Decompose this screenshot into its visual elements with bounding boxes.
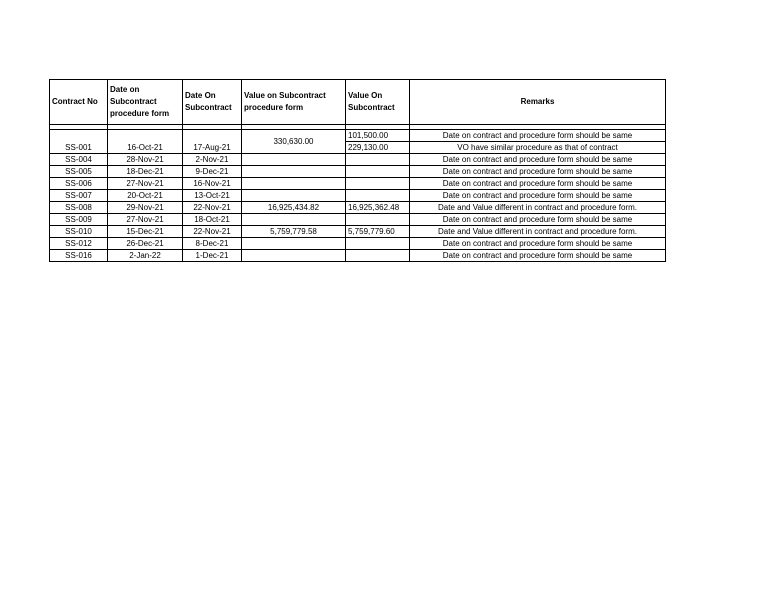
table-row	[50, 214, 666, 226]
cell-date-subcontract[interactable]: 2-Nov-21	[183, 154, 242, 166]
cell-date-procedure[interactable]: 27-Nov-21	[108, 178, 183, 190]
cell-value-subcontract[interactable]: 229,130.00	[346, 142, 410, 154]
cell-remarks[interactable]: Date on contract and procedure form should be same	[410, 250, 666, 262]
header-remarks[interactable]: Remarks	[410, 80, 666, 125]
spreadsheet	[49, 79, 666, 262]
header-value-procedure[interactable]: Value on Subcontract procedure form	[242, 80, 346, 125]
cell-remarks[interactable]: Date and Value different in contract and procedure form.	[410, 226, 666, 238]
cell-contract-no[interactable]: SS-004	[50, 154, 108, 166]
table-row	[50, 166, 666, 178]
cell-value-subcontract[interactable]: 5,759,779.60	[346, 226, 410, 238]
cell-date-subcontract[interactable]: 22-Nov-21	[183, 202, 242, 214]
cell-value-subcontract[interactable]: 101,500.00	[346, 130, 410, 142]
cell-contract-no[interactable]: SS-016	[50, 250, 108, 262]
cell-value-subcontract[interactable]: 16,925,362.48	[346, 202, 410, 214]
cell-value-procedure[interactable]	[242, 154, 346, 166]
cell-contract-no[interactable]: SS-007	[50, 190, 108, 202]
cell-contract-no[interactable]: SS-005	[50, 166, 108, 178]
cell-value-procedure[interactable]: 5,759,779.58	[242, 226, 346, 238]
cell-remarks[interactable]: Date on contract and procedure form should be same	[410, 238, 666, 250]
cell-date-subcontract[interactable]: 9-Dec-21	[183, 166, 242, 178]
cell-value-subcontract[interactable]	[346, 214, 410, 226]
cell-value-procedure[interactable]	[242, 214, 346, 226]
cell-remarks[interactable]: Date and Value different in contract and procedure form.	[410, 202, 666, 214]
table-row	[50, 226, 666, 238]
table-row	[50, 250, 666, 262]
table-row	[50, 202, 666, 214]
cell-value-subcontract[interactable]	[346, 238, 410, 250]
cell-value-procedure[interactable]	[242, 166, 346, 178]
header-row	[50, 80, 666, 125]
cell-date-subcontract[interactable]: 13-Oct-21	[183, 190, 242, 202]
cell-date-procedure[interactable]: 16-Oct-21	[108, 130, 183, 154]
cell-date-procedure[interactable]: 18-Dec-21	[108, 166, 183, 178]
cell-contract-no[interactable]: SS-009	[50, 214, 108, 226]
cell-remarks[interactable]: Date on contract and procedure form should be same	[410, 154, 666, 166]
cell-value-subcontract[interactable]	[346, 250, 410, 262]
cell-value-subcontract[interactable]	[346, 178, 410, 190]
header-date-subcontract[interactable]: Date On Subcontract	[183, 80, 242, 125]
table-row	[50, 178, 666, 190]
cell-value-procedure[interactable]: 330,630.00	[242, 130, 346, 154]
cell-remarks[interactable]: Date on contract and procedure form should be same	[410, 130, 666, 142]
cell-remarks[interactable]: VO have similar procedure as that of contract	[410, 142, 666, 154]
cell-date-subcontract[interactable]: 18-Oct-21	[183, 214, 242, 226]
cell-contract-no[interactable]: SS-008	[50, 202, 108, 214]
cell-date-procedure[interactable]: 20-Oct-21	[108, 190, 183, 202]
cell-value-subcontract[interactable]	[346, 166, 410, 178]
cell-contract-no[interactable]: SS-012	[50, 238, 108, 250]
cell-date-procedure[interactable]: 15-Dec-21	[108, 226, 183, 238]
cell-contract-no[interactable]: SS-010	[50, 226, 108, 238]
table-row	[50, 190, 666, 202]
cell-date-subcontract[interactable]: 17-Aug-21	[183, 130, 242, 154]
cell-remarks[interactable]: Date on contract and procedure form should be same	[410, 214, 666, 226]
cell-date-subcontract[interactable]: 22-Nov-21	[183, 226, 242, 238]
cell-date-subcontract[interactable]: 1-Dec-21	[183, 250, 242, 262]
cell-value-procedure[interactable]	[242, 250, 346, 262]
cell-contract-no[interactable]: SS-006	[50, 178, 108, 190]
header-date-procedure[interactable]: Date on Subcontract procedure form	[108, 80, 183, 125]
table-row	[50, 130, 666, 142]
cell-date-procedure[interactable]: 2-Jan-22	[108, 250, 183, 262]
cell-value-subcontract[interactable]	[346, 154, 410, 166]
subcontract-table	[49, 79, 666, 262]
header-contract-no[interactable]: Contract No	[50, 80, 108, 125]
cell-date-subcontract[interactable]: 8-Dec-21	[183, 238, 242, 250]
cell-value-procedure[interactable]: 16,925,434.82	[242, 202, 346, 214]
table-row	[50, 154, 666, 166]
cell-date-procedure[interactable]: 27-Nov-21	[108, 214, 183, 226]
cell-value-procedure[interactable]	[242, 238, 346, 250]
cell-date-procedure[interactable]: 28-Nov-21	[108, 154, 183, 166]
cell-date-subcontract[interactable]: 16-Nov-21	[183, 178, 242, 190]
cell-value-procedure[interactable]	[242, 178, 346, 190]
cell-remarks[interactable]: Date on contract and procedure form should be same	[410, 178, 666, 190]
cell-value-subcontract[interactable]	[346, 190, 410, 202]
cell-contract-no[interactable]: SS-001	[50, 130, 108, 154]
header-value-subcontract[interactable]: Value On Subcontract	[346, 80, 410, 125]
cell-date-procedure[interactable]: 26-Dec-21	[108, 238, 183, 250]
cell-value-procedure[interactable]	[242, 190, 346, 202]
cell-remarks[interactable]: Date on contract and procedure form should be same	[410, 166, 666, 178]
table-row	[50, 238, 666, 250]
cell-remarks[interactable]: Date on contract and procedure form should be same	[410, 190, 666, 202]
cell-date-procedure[interactable]: 29-Nov-21	[108, 202, 183, 214]
